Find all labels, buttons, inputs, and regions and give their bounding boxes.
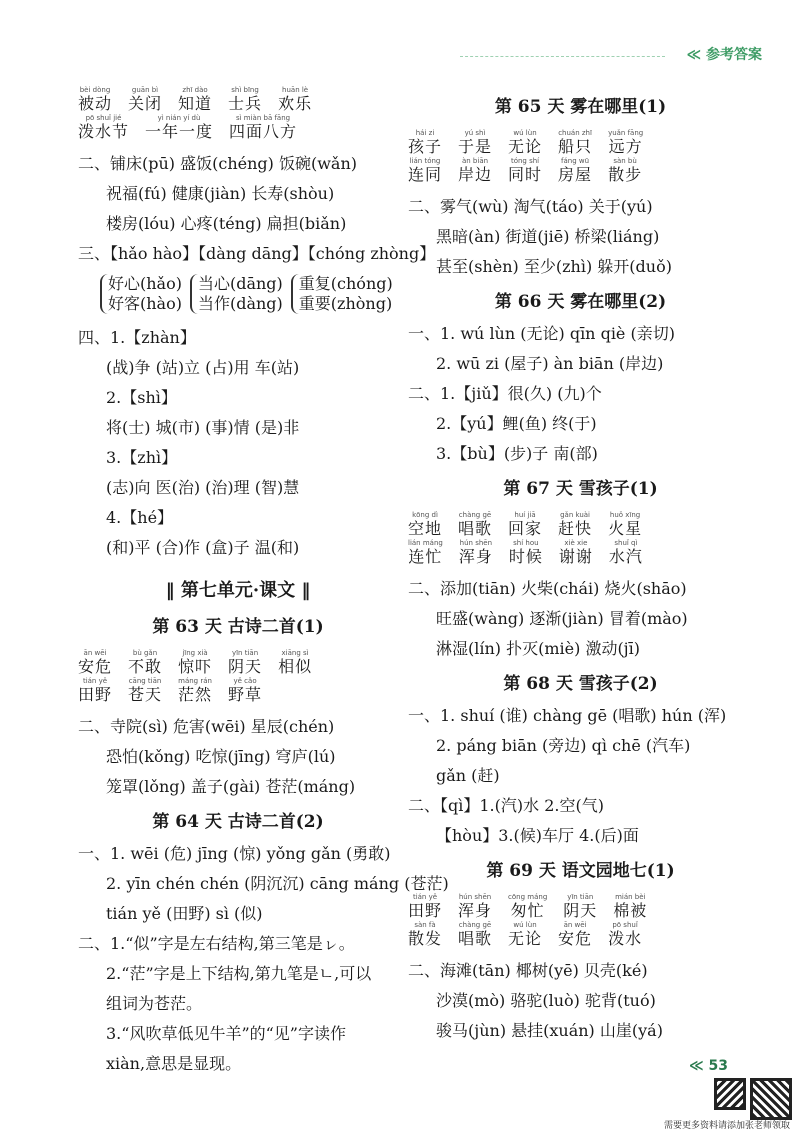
answer-line: 2. yīn chén chén (阴沉沉) cāng máng (苍茫) [106, 874, 449, 893]
day-title: 第 63 天 古诗二首(1) [152, 617, 324, 637]
word-block [408, 893, 753, 949]
answer-line: 笼罩(lǒng) 盖子(gài) 苍茫(máng) [106, 777, 356, 796]
unit-title: ‖ 第七单元·课文 ‖ [165, 580, 311, 601]
answer-line: 3.“风吹草低见牛羊”的“见”字读作 [106, 1024, 346, 1043]
brace-group: 当心(dāng) 当作(dàng) [190, 274, 283, 314]
pinyin-word: yì nián yí dù 一年一度 [145, 114, 214, 141]
pinyin-word: yīn tiān 阴天 [228, 649, 263, 676]
answer-line: xiàn,意思是显现。 [106, 1054, 242, 1073]
day-title: 第 64 天 古诗二首(2) [152, 812, 324, 832]
pinyin-word: chàng gē 唱歌 [458, 511, 493, 538]
answer-line: 一、1. wú lùn (无论) qīn qiè (亲切) [408, 324, 675, 343]
pinyin-word: huǒ xīng 火星 [608, 511, 643, 538]
pinyin-word: shí hou 时候 [508, 539, 543, 566]
word-block [408, 129, 753, 185]
answer-line: 2.“茫”字是上下结构,第九笔是ㄴ,可以 [106, 964, 372, 983]
answer-line: (和)平 (合)作 (盒)子 温(和) [106, 538, 300, 557]
pinyin-word: sì miàn bā fāng 四面八方 [229, 114, 298, 141]
pinyin-word: lián tóng 连同 [408, 157, 443, 184]
pinyin-word: gǎn kuài 赶快 [558, 511, 593, 538]
pinyin-word: yú shì 于是 [458, 129, 493, 156]
pinyin-word: wú lùn 无论 [508, 921, 543, 948]
answer-line: (志)向 医(治) (治)理 (智)慧 [106, 478, 300, 497]
answer-line: 祝福(fú) 健康(jiàn) 长寿(shòu) [106, 184, 335, 203]
word-block [78, 649, 398, 705]
pinyin-word: pō shuǐ 泼水 [608, 921, 643, 948]
answer-line: 二、【qì】1.(汽)水 2.空(气) [408, 796, 604, 815]
pinyin-word: máng rán 茫然 [178, 677, 213, 704]
brace-group: 好心(hǎo) 好客(hào) [100, 274, 182, 314]
pinyin-word: cāng tiān 苍天 [128, 677, 163, 704]
answer-line: 旺盛(wàng) 逐渐(jiàn) 冒着(mào) [436, 609, 688, 628]
pinyin-word: huān lè 欢乐 [278, 86, 313, 113]
word-block [78, 86, 398, 142]
answer-line: 甚至(shèn) 至少(zhì) 躲开(duǒ) [436, 257, 672, 276]
page-number: ≪ 53 [688, 1058, 728, 1074]
pinyin-word: guān bì 关闭 [128, 86, 163, 113]
pinyin-word: tóng shí 同时 [508, 157, 543, 184]
answer-key-label: ≪ 参考答案 [686, 47, 762, 63]
answer-line: 沙漠(mò) 骆驼(luò) 驼背(tuó) [436, 991, 656, 1010]
day-title: 第 69 天 语文园地七(1) [486, 861, 675, 881]
pinyin-word: jīng xià 惊吓 [178, 649, 213, 676]
pinyin-word: chàng gē 唱歌 [458, 921, 493, 948]
pinyin-word: hún shēn 浑身 [458, 539, 493, 566]
answer-line: 淋湿(lín) 扑灭(miè) 激动(jī) [436, 639, 641, 658]
qr-code-icon [750, 1078, 792, 1120]
pinyin-word: kōng dì 空地 [408, 511, 443, 538]
answer-line: 二、寺院(sì) 危害(wēi) 星辰(chén) [78, 717, 335, 736]
answer-line: 楼房(lóu) 心疼(téng) 扁担(biǎn) [106, 214, 347, 233]
answer-line: 骏马(jùn) 悬挂(xuán) 山崖(yá) [436, 1021, 663, 1040]
pinyin-word: huí jiā 回家 [508, 511, 543, 538]
pinyin-word: yě cǎo 野草 [228, 677, 263, 704]
word-block [408, 511, 753, 567]
pinyin-word: bù gǎn 不敢 [128, 649, 163, 676]
answer-line: gǎn (赶) [436, 766, 500, 785]
pinyin-word: shuǐ qì 水汽 [608, 539, 643, 566]
answer-line: 二、添加(tiān) 火柴(chái) 烧火(shāo) [408, 579, 687, 598]
answer-line: 一、1. shuí (谁) chàng gē (唱歌) hún (浑) [408, 706, 727, 725]
pinyin-word: ān wēi 安危 [78, 649, 113, 676]
answer-line: 二、铺床(pū) 盛饭(chéng) 饭碗(wǎn) [78, 154, 357, 173]
pinyin-word: hún shēn 浑身 [458, 893, 493, 920]
pinyin-word: yuǎn fāng 远方 [608, 129, 644, 156]
pinyin-word: cōng máng 匆忙 [508, 893, 548, 920]
pinyin-word: shì bīng 士兵 [228, 86, 263, 113]
pinyin-word: sàn bù 散步 [608, 157, 643, 184]
header-divider [460, 56, 665, 57]
day-title: 第 67 天 雪孩子(1) [503, 479, 658, 499]
answer-line: 组词为苍茫。 [106, 994, 203, 1013]
pinyin-word: ān wēi 安危 [558, 921, 593, 948]
pinyin-word: mián bèi 棉被 [613, 893, 648, 920]
footer-note: 需要更多资料请添加张老师领取 [663, 1121, 790, 1131]
answer-line: 3.【bù】(步)子 南(部) [436, 444, 598, 463]
answer-line: 三、【hǎo hào】【dàng dāng】【chóng zhòng】 [78, 244, 436, 263]
pinyin-word: tián yě 田野 [408, 893, 443, 920]
answer-line: 四、1.【zhàn】 [78, 328, 196, 347]
answer-line: 将(士) 城(市) (事)情 (是)非 [106, 418, 300, 437]
answer-line: tián yě (田野) sì (似) [106, 904, 263, 923]
pinyin-word: zhī dào 知道 [178, 86, 213, 113]
answer-line: 二、1.【jiǔ】很(久) (九)个 [408, 384, 602, 403]
answer-line: 【hòu】3.(候)车厅 4.(后)面 [436, 826, 639, 845]
answer-line: 2. páng biān (旁边) qì chē (汽车) [436, 736, 691, 755]
pinyin-word: hái zi 孩子 [408, 129, 443, 156]
pinyin-word: xiè xie 谢谢 [558, 539, 593, 566]
answer-line: 4.【hé】 [106, 508, 174, 527]
day-title: 第 68 天 雪孩子(2) [503, 674, 658, 694]
answer-line: 二、雾气(wù) 淘气(táo) 关于(yú) [408, 197, 653, 216]
pinyin-word: wú lùn 无论 [508, 129, 543, 156]
answer-line: 二、1.“似”字是左右结构,第三笔是ㇾ。 [78, 934, 355, 953]
pinyin-word: fáng wū 房屋 [558, 157, 593, 184]
answer-line: 黑暗(àn) 街道(jiē) 桥梁(liáng) [436, 227, 660, 246]
pinyin-word: chuán zhī 船只 [558, 129, 593, 156]
answer-line: 2.【shì】 [106, 388, 177, 407]
pinyin-word: yīn tiān 阴天 [563, 893, 598, 920]
brace-group: 重复(chóng) 重要(zhòng) [291, 274, 393, 314]
answer-line: 2.【yú】鲤(鱼) 终(于) [436, 414, 597, 433]
pinyin-word: lián máng 连忙 [408, 539, 443, 566]
answer-line: 一、1. wēi (危) jīng (惊) yǒng gǎn (勇敢) [78, 844, 391, 863]
pinyin-word: sàn fà 散发 [408, 921, 443, 948]
answer-line: 3.【zhì】 [106, 448, 178, 467]
polyphone-groups [100, 274, 398, 314]
day-title: 第 65 天 雾在哪里(1) [494, 97, 667, 117]
pinyin-word: pō shuǐ jié 泼水节 [78, 114, 130, 141]
answer-line: 恐怕(kǒng) 吃惊(jīng) 穹庐(lú) [106, 747, 336, 766]
pinyin-word: bèi dòng 被动 [78, 86, 113, 113]
pinyin-word: àn biān 岸边 [458, 157, 493, 184]
pinyin-word: tián yě 田野 [78, 677, 113, 704]
answer-line: 二、海滩(tān) 椰树(yē) 贝壳(ké) [408, 961, 648, 980]
qr-code-icon [714, 1078, 746, 1110]
day-title: 第 66 天 雾在哪里(2) [494, 292, 667, 312]
right-column [408, 92, 753, 1051]
answer-line: (战)争 (站)立 (占)用 车(站) [106, 358, 300, 377]
answer-line: 2. wū zi (屋子) àn biān (岸边) [436, 354, 664, 373]
pinyin-word: xiāng sì 相似 [278, 649, 313, 676]
